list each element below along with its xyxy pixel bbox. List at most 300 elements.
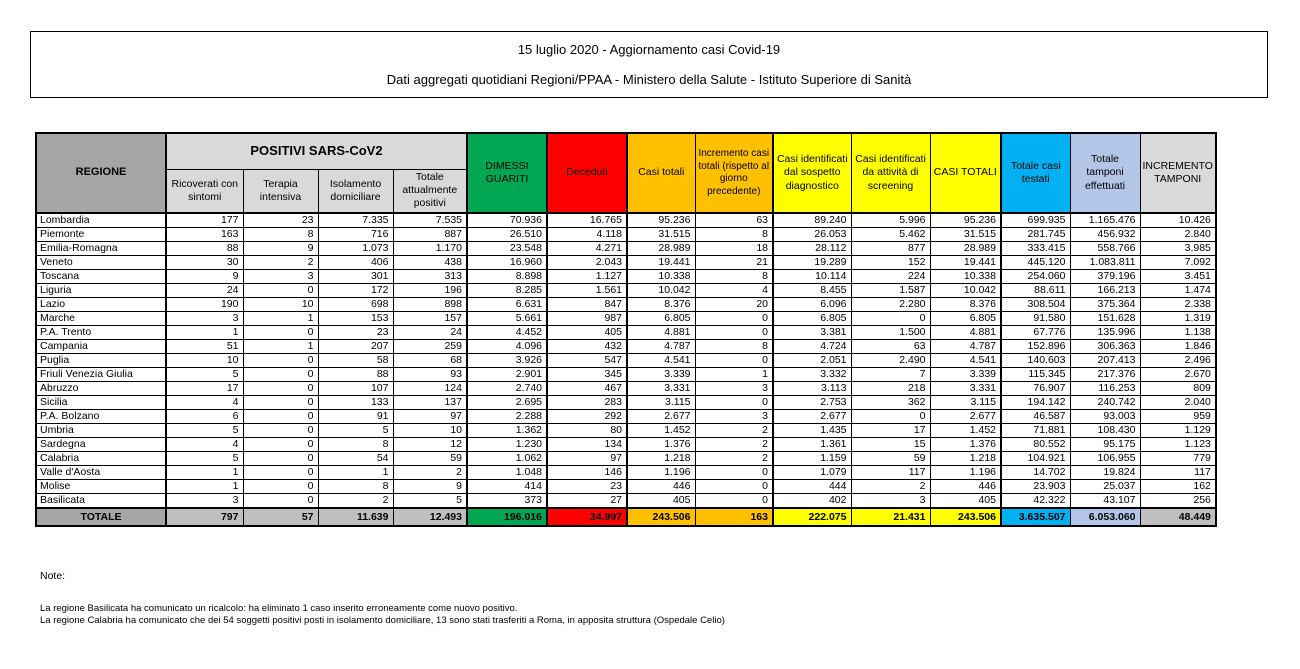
value-cell: 0	[243, 396, 318, 410]
value-cell: 2.490	[851, 354, 930, 368]
region-cell: Molise	[36, 480, 166, 494]
value-cell: 0	[695, 326, 773, 340]
value-cell: 63	[851, 340, 930, 354]
covid-data-table	[35, 132, 1217, 527]
value-cell: 97	[393, 410, 467, 424]
value-cell: 1.079	[773, 466, 851, 480]
value-cell: 23	[243, 213, 318, 228]
value-cell: 2	[243, 256, 318, 270]
region-cell: Abruzzo	[36, 382, 166, 396]
value-cell: 4.881	[627, 326, 695, 340]
value-cell: 1.435	[773, 424, 851, 438]
value-cell: 95.236	[930, 213, 1001, 228]
value-cell: 19.289	[773, 256, 851, 270]
value-cell: 405	[930, 494, 1001, 509]
value-cell: 1.319	[1140, 312, 1216, 326]
value-cell: 2.901	[467, 368, 547, 382]
value-cell: 887	[393, 228, 467, 242]
value-cell: 3.115	[930, 396, 1001, 410]
value-cell: 107	[318, 382, 393, 396]
notes-label: Note:	[40, 570, 66, 582]
region-cell: Veneto	[36, 256, 166, 270]
value-cell: 3	[166, 312, 243, 326]
value-cell: 2.695	[467, 396, 547, 410]
value-cell: 1.218	[930, 452, 1001, 466]
value-cell: 6.631	[467, 298, 547, 312]
value-cell: 3	[695, 410, 773, 424]
value-cell: 6	[166, 410, 243, 424]
value-cell: 1	[318, 466, 393, 480]
value-cell: 2.051	[773, 354, 851, 368]
value-cell: 0	[695, 396, 773, 410]
table-row	[36, 270, 1216, 284]
value-cell: 2.677	[930, 410, 1001, 424]
value-cell: 71.881	[1001, 424, 1070, 438]
value-cell: 9	[243, 242, 318, 256]
value-cell: 1.218	[627, 452, 695, 466]
value-cell: 4.724	[773, 340, 851, 354]
value-cell: 1.196	[627, 466, 695, 480]
value-cell: 4.271	[547, 242, 627, 256]
total-value-cell: 222.075	[773, 508, 851, 526]
value-cell: 2	[695, 452, 773, 466]
value-cell: 699.935	[1001, 213, 1070, 228]
value-cell: 59	[393, 452, 467, 466]
value-cell: 3.115	[627, 396, 695, 410]
value-cell: 5	[166, 424, 243, 438]
value-cell: 10.042	[627, 284, 695, 298]
total-value-cell: 163	[695, 508, 773, 526]
value-cell: 67.776	[1001, 326, 1070, 340]
value-cell: 163	[166, 228, 243, 242]
value-cell: 1.361	[773, 438, 851, 452]
col-header-totale-tamponi-effettuati: Totale tamponi effettuati	[1070, 133, 1140, 213]
col-header-incremento-tamponi: INCREMENTO TAMPONI	[1140, 133, 1216, 213]
value-cell: 19.441	[930, 256, 1001, 270]
value-cell: 51	[166, 340, 243, 354]
value-cell: 8	[318, 438, 393, 452]
value-cell: 1.165.476	[1070, 213, 1140, 228]
value-cell: 76.907	[1001, 382, 1070, 396]
value-cell: 80	[547, 424, 627, 438]
table-row	[36, 340, 1216, 354]
value-cell: 177	[166, 213, 243, 228]
value-cell: 194.142	[1001, 396, 1070, 410]
value-cell: 16.765	[547, 213, 627, 228]
value-cell: 91.580	[1001, 312, 1070, 326]
table-row	[36, 256, 1216, 270]
col-header-totale-casi-testati: Totale casi testati	[1001, 133, 1070, 213]
region-cell: Sicilia	[36, 396, 166, 410]
value-cell: 1.362	[467, 424, 547, 438]
value-cell: 95.175	[1070, 438, 1140, 452]
value-cell: 558.766	[1070, 242, 1140, 256]
value-cell: 3.451	[1140, 270, 1216, 284]
value-cell: 140.603	[1001, 354, 1070, 368]
value-cell: 1	[166, 466, 243, 480]
value-cell: 1.452	[930, 424, 1001, 438]
total-value-cell: 3.635.507	[1001, 508, 1070, 526]
value-cell: 4.541	[930, 354, 1001, 368]
value-cell: 292	[547, 410, 627, 424]
total-row	[36, 508, 1216, 526]
value-cell: 4	[695, 284, 773, 298]
value-cell: 259	[393, 340, 467, 354]
value-cell: 196	[393, 284, 467, 298]
region-cell: P.A. Trento	[36, 326, 166, 340]
region-cell: P.A. Bolzano	[36, 410, 166, 424]
value-cell: 405	[547, 326, 627, 340]
region-cell: Toscana	[36, 270, 166, 284]
value-cell: 345	[547, 368, 627, 382]
value-cell: 4.787	[930, 340, 1001, 354]
value-cell: 3	[166, 494, 243, 509]
col-header-deceduti: Deceduti	[547, 133, 627, 213]
value-cell: 146	[547, 466, 627, 480]
total-value-cell: 196.016	[467, 508, 547, 526]
value-cell: 117	[1140, 466, 1216, 480]
value-cell: 115.345	[1001, 368, 1070, 382]
value-cell: 68	[393, 354, 467, 368]
value-cell: 8.285	[467, 284, 547, 298]
value-cell: 8.898	[467, 270, 547, 284]
value-cell: 779	[1140, 452, 1216, 466]
value-cell: 4.541	[627, 354, 695, 368]
value-cell: 137	[393, 396, 467, 410]
value-cell: 28.989	[930, 242, 1001, 256]
value-cell: 24	[166, 284, 243, 298]
region-cell: Marche	[36, 312, 166, 326]
table-row	[36, 242, 1216, 256]
value-cell: 3.332	[773, 368, 851, 382]
table-row	[36, 396, 1216, 410]
value-cell: 54	[318, 452, 393, 466]
value-cell: 6.805	[627, 312, 695, 326]
value-cell: 162	[1140, 480, 1216, 494]
value-cell: 10.426	[1140, 213, 1216, 228]
value-cell: 172	[318, 284, 393, 298]
value-cell: 3	[243, 270, 318, 284]
table-row	[36, 228, 1216, 242]
value-cell: 1.376	[627, 438, 695, 452]
value-cell: 0	[243, 284, 318, 298]
value-cell: 24	[393, 326, 467, 340]
value-cell: 405	[627, 494, 695, 509]
value-cell: 19.824	[1070, 466, 1140, 480]
table-row	[36, 368, 1216, 382]
value-cell: 1.062	[467, 452, 547, 466]
value-cell: 20	[695, 298, 773, 312]
region-cell: Piemonte	[36, 228, 166, 242]
total-value-cell: 243.506	[627, 508, 695, 526]
value-cell: 12	[393, 438, 467, 452]
value-cell: 9	[166, 270, 243, 284]
value-cell: 151.628	[1070, 312, 1140, 326]
value-cell: 2	[851, 480, 930, 494]
value-cell: 333.415	[1001, 242, 1070, 256]
total-value-cell: 34.997	[547, 508, 627, 526]
value-cell: 134	[547, 438, 627, 452]
value-cell: 8	[243, 228, 318, 242]
value-cell: 3	[695, 382, 773, 396]
value-cell: 89.240	[773, 213, 851, 228]
value-cell: 1.376	[930, 438, 1001, 452]
value-cell: 28.112	[773, 242, 851, 256]
value-cell: 8	[695, 228, 773, 242]
value-cell: 153	[318, 312, 393, 326]
value-cell: 3.113	[773, 382, 851, 396]
value-cell: 438	[393, 256, 467, 270]
value-cell: 2.288	[467, 410, 547, 424]
value-cell: 10.042	[930, 284, 1001, 298]
value-cell: 1.159	[773, 452, 851, 466]
value-cell: 17	[166, 382, 243, 396]
table-row	[36, 298, 1216, 312]
value-cell: 104.921	[1001, 452, 1070, 466]
value-cell: 301	[318, 270, 393, 284]
value-cell: 88	[318, 368, 393, 382]
value-cell: 0	[243, 326, 318, 340]
value-cell: 444	[773, 480, 851, 494]
value-cell: 456.932	[1070, 228, 1140, 242]
value-cell: 6.805	[930, 312, 1001, 326]
value-cell: 10.338	[627, 270, 695, 284]
value-cell: 42.322	[1001, 494, 1070, 509]
value-cell: 1	[695, 368, 773, 382]
table-row	[36, 284, 1216, 298]
value-cell: 70.936	[467, 213, 547, 228]
value-cell: 2.753	[773, 396, 851, 410]
value-cell: 1	[166, 480, 243, 494]
region-cell: Basilicata	[36, 494, 166, 509]
value-cell: 467	[547, 382, 627, 396]
value-cell: 2.840	[1140, 228, 1216, 242]
value-cell: 4	[166, 396, 243, 410]
value-cell: 207.413	[1070, 354, 1140, 368]
value-cell: 2	[695, 438, 773, 452]
value-cell: 28.989	[627, 242, 695, 256]
total-value-cell: 11.639	[318, 508, 393, 526]
value-cell: 1.170	[393, 242, 467, 256]
value-cell: 19.441	[627, 256, 695, 270]
value-cell: 5	[166, 368, 243, 382]
notes-section	[40, 570, 725, 627]
value-cell: 58	[318, 354, 393, 368]
value-cell: 3.381	[773, 326, 851, 340]
value-cell: 2.677	[773, 410, 851, 424]
value-cell: 414	[467, 480, 547, 494]
total-value-cell: 12.493	[393, 508, 467, 526]
table-body	[36, 213, 1216, 508]
total-value-cell: 48.449	[1140, 508, 1216, 526]
value-cell: 27	[547, 494, 627, 509]
value-cell: 88.611	[1001, 284, 1070, 298]
value-cell: 10.338	[930, 270, 1001, 284]
col-header-casi-totali: Casi totali	[627, 133, 695, 213]
value-cell: 124	[393, 382, 467, 396]
value-cell: 166.213	[1070, 284, 1140, 298]
value-cell: 7.335	[318, 213, 393, 228]
value-cell: 0	[243, 452, 318, 466]
value-cell: 16.960	[467, 256, 547, 270]
total-value-cell: 6.053.060	[1070, 508, 1140, 526]
value-cell: 402	[773, 494, 851, 509]
table-row	[36, 213, 1216, 228]
value-cell: 93	[393, 368, 467, 382]
total-value-cell: 243.506	[930, 508, 1001, 526]
value-cell: 224	[851, 270, 930, 284]
value-cell: 8	[695, 270, 773, 284]
value-cell: 93.003	[1070, 410, 1140, 424]
value-cell: 30	[166, 256, 243, 270]
value-cell: 1.127	[547, 270, 627, 284]
value-cell: 116.253	[1070, 382, 1140, 396]
value-cell: 63	[695, 213, 773, 228]
value-cell: 0	[695, 466, 773, 480]
value-cell: 6.096	[773, 298, 851, 312]
table-row	[36, 326, 1216, 340]
value-cell: 10.114	[773, 270, 851, 284]
value-cell: 987	[547, 312, 627, 326]
table-row	[36, 424, 1216, 438]
value-cell: 306.363	[1070, 340, 1140, 354]
value-cell: 7	[851, 368, 930, 382]
value-cell: 108.430	[1070, 424, 1140, 438]
report-title-line1: 15 luglio 2020 - Aggiornamento casi Covid-19	[517, 42, 781, 57]
col-header-ricoverati-con-sintomi: Ricoverati con sintomi	[166, 169, 243, 213]
value-cell: 4.096	[467, 340, 547, 354]
value-cell: 2	[695, 424, 773, 438]
table-row	[36, 494, 1216, 509]
col-header-casi-attivita-screening: Casi identificati da attività di screening	[851, 133, 930, 213]
table-row	[36, 354, 1216, 368]
value-cell: 0	[243, 382, 318, 396]
value-cell: 362	[851, 396, 930, 410]
value-cell: 2.670	[1140, 368, 1216, 382]
total-label-cell: TOTALE	[36, 508, 166, 526]
table-row	[36, 410, 1216, 424]
value-cell: 1	[243, 312, 318, 326]
value-cell: 0	[243, 494, 318, 509]
value-cell: 1.587	[851, 284, 930, 298]
total-value-cell: 57	[243, 508, 318, 526]
table-footer	[36, 508, 1216, 526]
value-cell: 698	[318, 298, 393, 312]
value-cell: 1	[243, 340, 318, 354]
value-cell: 26.510	[467, 228, 547, 242]
col-header-casi-totali-caps: CASI TOTALI	[930, 133, 1001, 213]
value-cell: 18	[695, 242, 773, 256]
value-cell: 2	[318, 494, 393, 509]
value-cell: 379.196	[1070, 270, 1140, 284]
table-row	[36, 438, 1216, 452]
value-cell: 959	[1140, 410, 1216, 424]
value-cell: 6.805	[773, 312, 851, 326]
col-header-casi-sospetto-diagnostico: Casi identificati dal sospetto diagnostico	[773, 133, 851, 213]
value-cell: 95.236	[627, 213, 695, 228]
value-cell: 1	[166, 326, 243, 340]
value-cell: 97	[547, 452, 627, 466]
table-row	[36, 466, 1216, 480]
value-cell: 10	[243, 298, 318, 312]
value-cell: 4.787	[627, 340, 695, 354]
value-cell: 1.230	[467, 438, 547, 452]
value-cell: 0	[243, 480, 318, 494]
region-cell: Valle d'Aosta	[36, 466, 166, 480]
value-cell: 9	[393, 480, 467, 494]
col-header-regione: REGIONE	[36, 133, 166, 213]
value-cell: 2.040	[1140, 396, 1216, 410]
value-cell: 8	[318, 480, 393, 494]
value-cell: 1.073	[318, 242, 393, 256]
table-row	[36, 452, 1216, 466]
value-cell: 88	[166, 242, 243, 256]
value-cell: 256	[1140, 494, 1216, 509]
value-cell: 283	[547, 396, 627, 410]
value-cell: 2.740	[467, 382, 547, 396]
table-row	[36, 382, 1216, 396]
value-cell: 1.129	[1140, 424, 1216, 438]
value-cell: 375.364	[1070, 298, 1140, 312]
value-cell: 31.515	[930, 228, 1001, 242]
value-cell: 43.107	[1070, 494, 1140, 509]
value-cell: 5.462	[851, 228, 930, 242]
value-cell: 157	[393, 312, 467, 326]
value-cell: 3.331	[930, 382, 1001, 396]
value-cell: 4.118	[547, 228, 627, 242]
value-cell: 80.552	[1001, 438, 1070, 452]
value-cell: 1.048	[467, 466, 547, 480]
value-cell: 4.881	[930, 326, 1001, 340]
value-cell: 2.496	[1140, 354, 1216, 368]
value-cell: 8.376	[930, 298, 1001, 312]
value-cell: 0	[243, 410, 318, 424]
region-cell: Campania	[36, 340, 166, 354]
value-cell: 1.083.811	[1070, 256, 1140, 270]
value-cell: 15	[851, 438, 930, 452]
col-header-totale-attualmente-positivi: Totale attualmente positivi	[393, 169, 467, 213]
value-cell: 8.376	[627, 298, 695, 312]
value-cell: 281.745	[1001, 228, 1070, 242]
value-cell: 0	[243, 466, 318, 480]
value-cell: 207	[318, 340, 393, 354]
value-cell: 5.661	[467, 312, 547, 326]
value-cell: 0	[695, 494, 773, 509]
value-cell: 0	[851, 312, 930, 326]
value-cell: 308.504	[1001, 298, 1070, 312]
table-row	[36, 480, 1216, 494]
value-cell: 10	[393, 424, 467, 438]
value-cell: 877	[851, 242, 930, 256]
col-header-dimessi-guariti: DIMESSI GUARITI	[467, 133, 547, 213]
value-cell: 23	[547, 480, 627, 494]
value-cell: 7.092	[1140, 256, 1216, 270]
value-cell: 14.702	[1001, 466, 1070, 480]
value-cell: 254.060	[1001, 270, 1070, 284]
value-cell: 898	[393, 298, 467, 312]
value-cell: 23.903	[1001, 480, 1070, 494]
value-cell: 5	[318, 424, 393, 438]
value-cell: 432	[547, 340, 627, 354]
value-cell: 445.120	[1001, 256, 1070, 270]
total-value-cell: 797	[166, 508, 243, 526]
region-cell: Emilia-Romagna	[36, 242, 166, 256]
value-cell: 373	[467, 494, 547, 509]
group-header-positivi-sars-cov2: POSITIVI SARS-CoV2	[166, 133, 467, 169]
value-cell: 0	[695, 354, 773, 368]
value-cell: 1.138	[1140, 326, 1216, 340]
value-cell: 10	[166, 354, 243, 368]
